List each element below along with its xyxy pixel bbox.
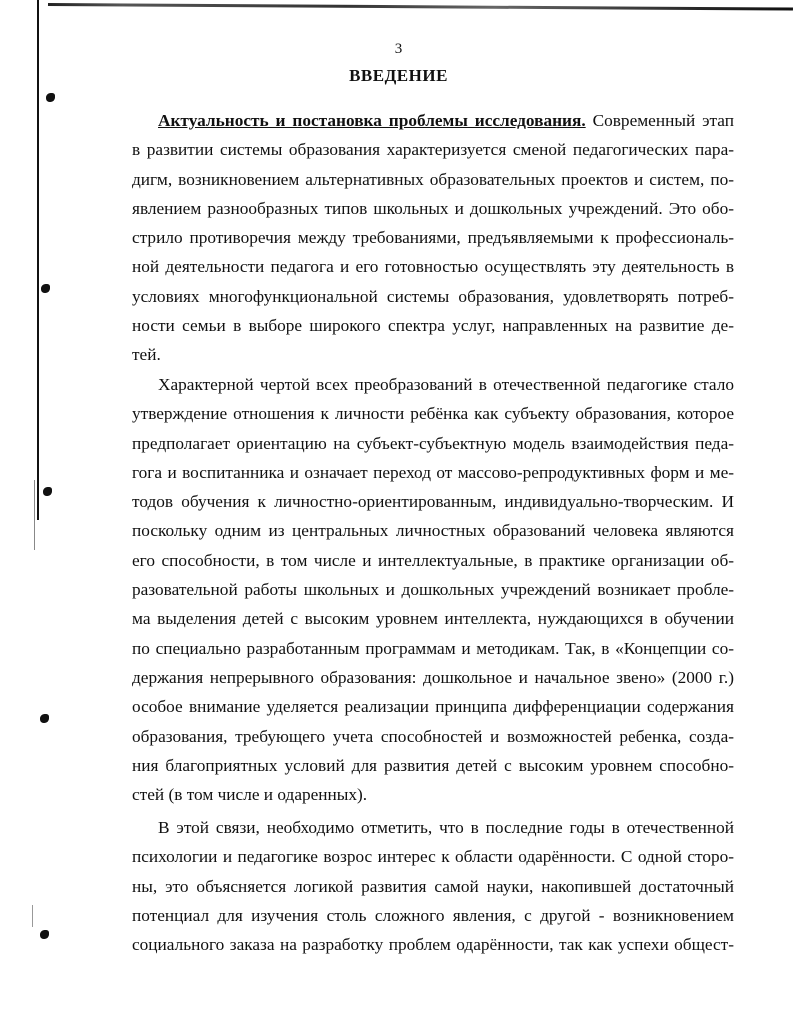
text-line: гога и воспитанника и означает переход от массово-репродуктивных форм и ме- [132, 462, 734, 482]
text-line: ма выделения детей с высоким уровнем интеллекта, нуждающихся в обучении [132, 609, 734, 629]
text-line: условиях многофункциональной системы образования, удовлетворять потреб- [132, 286, 734, 306]
text-line: явлением разнообразных типов школьных и дошкольных учреждений. Это обо- [132, 198, 734, 218]
text-line: Актуальность и постановка проблемы исследования. Современный этап [158, 111, 734, 130]
scan-border-top [48, 3, 793, 11]
binding-hole-mark [40, 930, 49, 939]
binding-hole-mark [40, 714, 49, 723]
paragraph-transformations [132, 370, 734, 809]
text-line: ной деятельности педагога и его готовностью осуществлять эту деятельность в [132, 257, 734, 277]
text-line: В этой связи, необходимо отметить, что в последние годы в отечественной [158, 818, 734, 837]
text-line: психологии и педагогике возрос интерес к области одарённости. С одной сторо- [132, 847, 734, 867]
scan-border-left-fragment [32, 905, 33, 927]
binding-hole-mark [43, 487, 52, 496]
binding-hole-mark [46, 93, 55, 102]
binding-hole-mark [41, 284, 50, 293]
text-line: образования, требующего учета способностей и возможностей ребенка, созда- [132, 726, 734, 746]
page-number: 3 [394, 41, 403, 57]
text-line: ности семьи в выборе широкого спектра услуг, направленных на развитие де- [132, 316, 734, 336]
text-line: по специально разработанным программам и методикам. Так, в «Концепции со- [132, 638, 734, 658]
text-line: тодов обучения к личностно-ориентированным, индивидуально-творческим. И [132, 492, 734, 512]
text-line: разовательной работы школьных и дошкольных учреждений возникает пробле- [132, 580, 734, 600]
text-line: тей. [132, 345, 161, 365]
text-line: Характерной чертой всех преобразований в отечественной педагогике стало [158, 375, 734, 394]
text-line: утверждение отношения к личности ребёнка как субъекту образования, которое [132, 404, 734, 424]
text-line: поскольку одним из центральных личностных образований человека являются [132, 521, 734, 541]
paragraph-relevance [132, 106, 734, 370]
text-line: ны, это объясняется логикой развития самой науки, накопившей достаточный [132, 876, 734, 896]
text-line: предполагает ориентацию на субъект-субъектную модель взаимодействия педа- [132, 433, 734, 453]
text-line: дигм, возникновением альтернативных образовательных проектов и систем, по- [132, 169, 734, 189]
text-line: в развитии системы образования характеризуется сменой педагогических пара- [132, 140, 734, 160]
text-line: держания непрерывного образования: дошкольное и начальное звено» (2000 г.) [132, 667, 734, 687]
paragraph-giftedness [132, 813, 734, 959]
text-line: ния благоприятных условий для развития детей с высоким уровнем способно- [132, 755, 734, 775]
text-line: социального заказа на разработку проблем одарённости, так как успехи общест- [132, 935, 734, 955]
page-title: ВВЕДЕНИЕ [349, 66, 448, 85]
text-line: его способности, в том числе и интеллектуальные, в практике организации об- [132, 550, 734, 570]
scan-border-left-faint [34, 480, 35, 550]
text-line: стрило противоречия между требованиями, предъявляемыми к профессиональ- [132, 228, 734, 248]
text-line: потенциал для изучения столь сложного явления, с другой - возникновением [132, 905, 734, 925]
text-line: стей (в том числе и одаренных). [132, 785, 368, 805]
section-heading: Актуальность и постановка проблемы исследования. [158, 111, 586, 130]
text-line: особое внимание уделяется реализации принципа дифференциации содержания [132, 697, 734, 717]
